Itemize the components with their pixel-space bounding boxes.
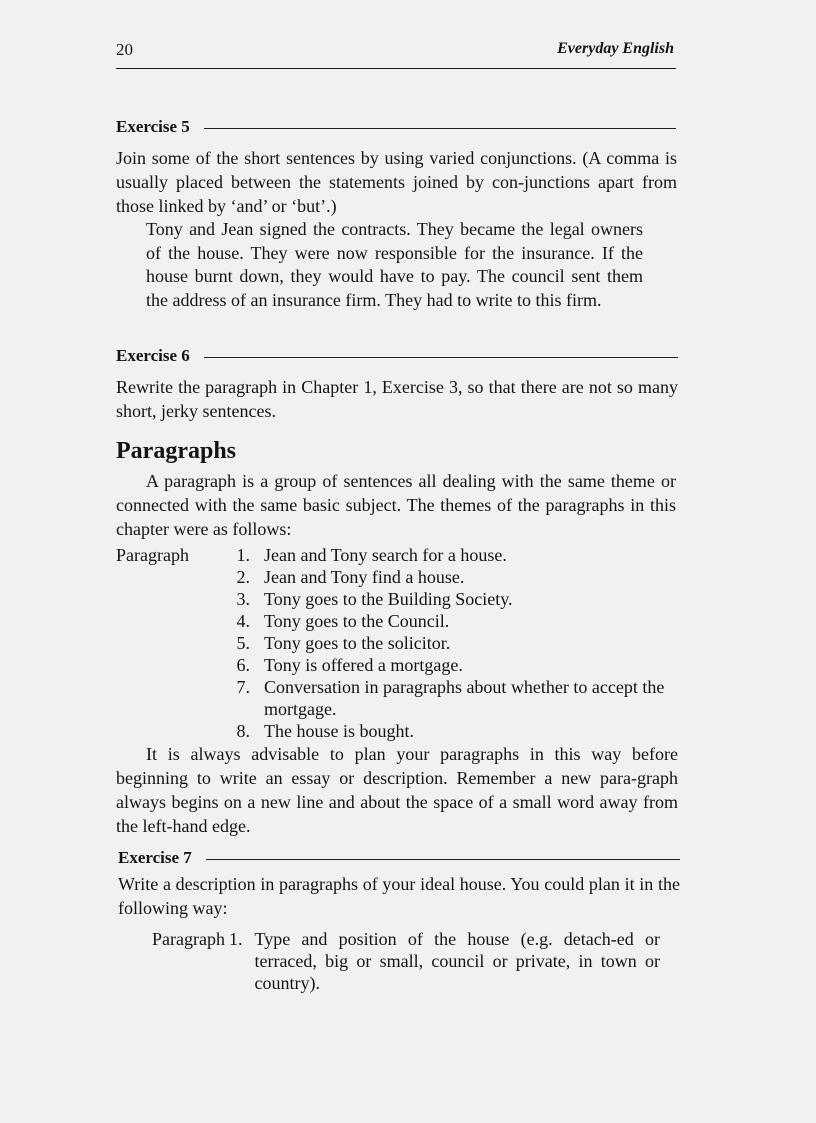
section-heading-paragraphs: Paragraphs	[116, 438, 236, 464]
plan-label: Paragraph	[152, 929, 225, 949]
exercise-7-rule	[206, 859, 680, 860]
exercise-5-heading	[116, 117, 676, 137]
exercise-6-heading	[116, 346, 678, 366]
exercise-5-instruction: Join some of the short sentences by using varied conjunctions. (A comma is usually placed between the statements joined by con-junctions apart from those linked by ‘and’ or ‘but’.)	[116, 148, 677, 216]
page-number: 20	[116, 40, 133, 59]
list-item-text: Jean and Tony search for a house.	[264, 545, 507, 565]
list-item-text: Tony is offered a mortgage.	[264, 655, 463, 675]
list-item-number: 2.	[236, 567, 250, 587]
list-item-text: Jean and Tony find a house.	[264, 567, 465, 587]
exercise-7-heading	[118, 848, 680, 868]
exercise-7-title: Exercise 7	[118, 848, 192, 867]
planning-advice: It is always advisable to plan your paragraphs in this way before beginning to write an essay or description. Remember a new para-graph always begins on a new line and about the space of a small word away from the left-hand edge.	[116, 744, 678, 836]
list-item	[116, 566, 681, 588]
exercise-6-instruction: Rewrite the paragraph in Chapter 1, Exercise 3, so that there are not so many short, jerky sentences.	[116, 377, 678, 421]
list-item-number: 7.	[236, 677, 250, 697]
exercise-5-title: Exercise 5	[116, 117, 190, 136]
exercise-5-rule	[204, 128, 676, 129]
list-item-number: 8.	[236, 721, 250, 741]
list-item-number: 1.	[236, 545, 250, 565]
exercise-6-rule	[204, 357, 678, 358]
list-item	[116, 632, 681, 654]
list-item	[116, 610, 681, 632]
exercise-7-instruction: Write a description in paragraphs of your ideal house. You could plan it in the following way:	[118, 874, 680, 918]
plan-text: Type and position of the house (e.g. detach-ed or terraced, big or small, council or private, in town or country).	[254, 929, 660, 993]
list-item	[116, 720, 681, 742]
list-item-number: 3.	[236, 589, 250, 609]
list-label: Paragraph	[116, 545, 189, 565]
list-item-text: Tony goes to the Building Society.	[264, 589, 513, 609]
list-item-number: 4.	[236, 611, 250, 631]
plan-item	[152, 928, 660, 994]
list-item	[116, 676, 681, 720]
exercise-5-passage: Tony and Jean signed the contracts. They became the legal owners of the house. They were now responsible for the insurance. If the house burnt down, they would have to pay. The council sent them the address of an insurance firm. They had to write to this firm.	[146, 219, 643, 310]
list-item	[116, 588, 681, 610]
paragraph-themes-list	[116, 544, 681, 742]
list-item	[116, 544, 681, 566]
paragraphs-intro: A paragraph is a group of sentences all dealing with the same theme or connected with the same basic subject. The themes of the paragraphs in this chapter were as follows:	[116, 471, 676, 539]
header-rule	[116, 68, 676, 69]
exercise-6-title: Exercise 6	[116, 346, 190, 365]
list-item-text: The house is bought.	[264, 721, 414, 741]
list-item-text: Tony goes to the solicitor.	[264, 633, 451, 653]
list-item-number: 5.	[236, 633, 250, 653]
list-item-number: 6.	[236, 655, 250, 675]
list-item	[116, 654, 681, 676]
running-header-title: Everyday English	[557, 40, 674, 57]
list-item-text: Tony goes to the Council.	[264, 611, 450, 631]
plan-number: 1.	[228, 929, 243, 949]
list-item-text: Conversation in paragraphs about whether to accept the mortgage.	[264, 677, 665, 719]
